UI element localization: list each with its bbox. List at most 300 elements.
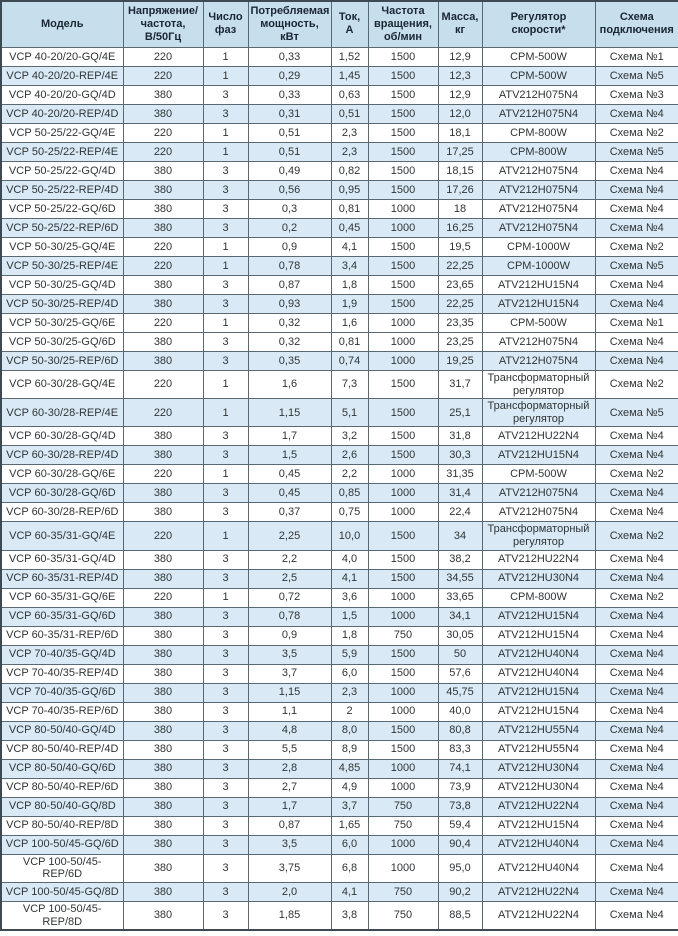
regulator-cell: ATV212HU22N4 (482, 550, 595, 569)
rpm-cell: 1000 (368, 607, 438, 626)
voltage-cell: 220 (123, 399, 203, 427)
scheme-cell: Схема №5 (595, 66, 678, 85)
regulator-cell: ATV212HU40N4 (482, 835, 595, 854)
mass-cell: 23,25 (438, 332, 482, 351)
rpm-cell: 1000 (368, 199, 438, 218)
voltage-cell: 220 (123, 123, 203, 142)
model-cell: VCP 50-30/25-REP/4D (1, 294, 123, 313)
scheme-cell: Схема №4 (595, 199, 678, 218)
regulator-cell: CPM-500W (482, 313, 595, 332)
voltage-cell: 220 (123, 237, 203, 256)
mass-cell: 31,35 (438, 465, 482, 484)
current-cell: 3,2 (331, 427, 368, 446)
current-cell: 0,63 (331, 85, 368, 104)
regulator-cell: CPM-500W (482, 66, 595, 85)
scheme-cell: Схема №4 (595, 645, 678, 664)
regulator-cell: ATV212HU22N4 (482, 427, 595, 446)
power-cell: 2,7 (248, 778, 331, 797)
scheme-cell: Схема №1 (595, 47, 678, 66)
regulator-cell: ATV212HU22N4 (482, 902, 595, 931)
voltage-cell: 220 (123, 47, 203, 66)
scheme-cell: Схема №4 (595, 218, 678, 237)
table-row (1, 427, 678, 446)
table-row (1, 218, 678, 237)
current-cell: 10,0 (331, 522, 368, 550)
phases-cell: 3 (203, 816, 248, 835)
scheme-cell: Схема №4 (595, 902, 678, 931)
mass-cell: 40,0 (438, 702, 482, 721)
phases-cell: 3 (203, 199, 248, 218)
mass-cell: 74,1 (438, 759, 482, 778)
phases-cell: 1 (203, 123, 248, 142)
rpm-cell: 1000 (368, 484, 438, 503)
rpm-cell: 1000 (368, 683, 438, 702)
header-cell-current: Ток, А (331, 1, 368, 47)
rpm-cell: 1500 (368, 294, 438, 313)
mass-cell: 30,05 (438, 626, 482, 645)
table-row (1, 332, 678, 351)
scheme-cell: Схема №5 (595, 256, 678, 275)
model-cell: VCP 60-30/28-GQ/6E (1, 465, 123, 484)
voltage-cell: 380 (123, 797, 203, 816)
model-cell: VCP 40-20/20-GQ/4E (1, 47, 123, 66)
mass-cell: 19,25 (438, 351, 482, 370)
phases-cell: 1 (203, 47, 248, 66)
power-cell: 2,8 (248, 759, 331, 778)
table-row (1, 199, 678, 218)
scheme-cell: Схема №4 (595, 816, 678, 835)
regulator-cell: ATV212HU15N4 (482, 816, 595, 835)
rpm-cell: 750 (368, 816, 438, 835)
phases-cell: 3 (203, 550, 248, 569)
mass-cell: 22,25 (438, 256, 482, 275)
table-row (1, 835, 678, 854)
model-cell: VCP 50-25/22-GQ/4E (1, 123, 123, 142)
power-cell: 3,7 (248, 664, 331, 683)
table-row (1, 902, 678, 931)
header-cell-mass: Масса, кг (438, 1, 482, 47)
regulator-cell: ATV212H075N4 (482, 199, 595, 218)
phases-cell: 3 (203, 854, 248, 882)
phases-cell: 3 (203, 218, 248, 237)
table-row (1, 351, 678, 370)
table-row (1, 47, 678, 66)
voltage-cell: 220 (123, 256, 203, 275)
current-cell: 3,6 (331, 588, 368, 607)
mass-cell: 34,55 (438, 569, 482, 588)
regulator-cell: Трансформаторный регулятор (482, 370, 595, 398)
scheme-cell: Схема №2 (595, 522, 678, 550)
mass-cell: 22,4 (438, 503, 482, 522)
scheme-cell: Схема №4 (595, 607, 678, 626)
rpm-cell: 1500 (368, 85, 438, 104)
rpm-cell: 750 (368, 902, 438, 931)
voltage-cell: 380 (123, 294, 203, 313)
phases-cell: 3 (203, 740, 248, 759)
rpm-cell: 1500 (368, 66, 438, 85)
power-cell: 0,49 (248, 161, 331, 180)
table-row (1, 569, 678, 588)
header-row (1, 1, 678, 47)
mass-cell: 31,7 (438, 370, 482, 398)
voltage-cell: 380 (123, 427, 203, 446)
mass-cell: 38,2 (438, 550, 482, 569)
power-cell: 1,7 (248, 797, 331, 816)
rpm-cell: 750 (368, 626, 438, 645)
phases-cell: 3 (203, 778, 248, 797)
phases-cell: 3 (203, 626, 248, 645)
table-row (1, 550, 678, 569)
phases-cell: 1 (203, 256, 248, 275)
model-cell: VCP 80-50/40-REP/4D (1, 740, 123, 759)
model-cell: VCP 50-25/22-GQ/4D (1, 161, 123, 180)
voltage-cell: 380 (123, 199, 203, 218)
regulator-cell: ATV212HU15N4 (482, 683, 595, 702)
mass-cell: 57,6 (438, 664, 482, 683)
voltage-cell: 380 (123, 569, 203, 588)
rpm-cell: 1500 (368, 550, 438, 569)
current-cell: 6,0 (331, 664, 368, 683)
regulator-cell: ATV212H075N4 (482, 85, 595, 104)
current-cell: 7,3 (331, 370, 368, 398)
phases-cell: 3 (203, 85, 248, 104)
rpm-cell: 1000 (368, 351, 438, 370)
current-cell: 0,81 (331, 199, 368, 218)
regulator-cell: ATV212H075N4 (482, 484, 595, 503)
rpm-cell: 750 (368, 883, 438, 902)
table-row (1, 66, 678, 85)
table-row (1, 607, 678, 626)
mass-cell: 73,9 (438, 778, 482, 797)
phases-cell: 3 (203, 332, 248, 351)
power-cell: 2,5 (248, 569, 331, 588)
phases-cell: 3 (203, 702, 248, 721)
voltage-cell: 380 (123, 683, 203, 702)
scheme-cell: Схема №4 (595, 835, 678, 854)
regulator-cell: ATV212H075N4 (482, 180, 595, 199)
voltage-cell: 380 (123, 484, 203, 503)
rpm-cell: 1500 (368, 569, 438, 588)
rpm-cell: 1000 (368, 759, 438, 778)
regulator-cell: ATV212H075N4 (482, 503, 595, 522)
rpm-cell: 1500 (368, 142, 438, 161)
power-cell: 0,72 (248, 588, 331, 607)
table-row (1, 683, 678, 702)
table-row (1, 313, 678, 332)
current-cell: 1,8 (331, 275, 368, 294)
model-cell: VCP 60-35/31-GQ/6D (1, 607, 123, 626)
current-cell: 3,4 (331, 256, 368, 275)
power-cell: 1,5 (248, 446, 331, 465)
phases-cell: 3 (203, 446, 248, 465)
power-cell: 1,15 (248, 683, 331, 702)
phases-cell: 1 (203, 370, 248, 398)
phases-cell: 3 (203, 161, 248, 180)
table-row (1, 854, 678, 882)
scheme-cell: Схема №4 (595, 446, 678, 465)
current-cell: 4,85 (331, 759, 368, 778)
header-cell-voltage: Напряжение/ частота, В/50Гц (123, 1, 203, 47)
phases-cell: 3 (203, 683, 248, 702)
power-cell: 0,3 (248, 199, 331, 218)
table-row (1, 778, 678, 797)
voltage-cell: 220 (123, 588, 203, 607)
regulator-cell: ATV212HU15N4 (482, 626, 595, 645)
rpm-cell: 1500 (368, 104, 438, 123)
phases-cell: 3 (203, 275, 248, 294)
voltage-cell: 380 (123, 180, 203, 199)
mass-cell: 17,26 (438, 180, 482, 199)
current-cell: 1,5 (331, 607, 368, 626)
phases-cell: 3 (203, 607, 248, 626)
model-cell: VCP 50-30/25-GQ/6E (1, 313, 123, 332)
scheme-cell: Схема №4 (595, 275, 678, 294)
scheme-cell: Схема №5 (595, 142, 678, 161)
model-cell: VCP 60-35/31-GQ/4D (1, 550, 123, 569)
table-row (1, 85, 678, 104)
model-cell: VCP 50-25/22-REP/6D (1, 218, 123, 237)
model-cell: VCP 50-30/25-REP/6D (1, 351, 123, 370)
phases-cell: 1 (203, 465, 248, 484)
scheme-cell: Схема №4 (595, 484, 678, 503)
power-cell: 4,8 (248, 721, 331, 740)
rpm-cell: 1500 (368, 47, 438, 66)
power-cell: 3,5 (248, 645, 331, 664)
header-cell-model: Модель (1, 1, 123, 47)
voltage-cell: 380 (123, 607, 203, 626)
regulator-cell: ATV212HU15N4 (482, 702, 595, 721)
table-row (1, 161, 678, 180)
model-cell: VCP 60-30/28-REP/4D (1, 446, 123, 465)
rpm-cell: 1500 (368, 161, 438, 180)
table-row (1, 237, 678, 256)
power-cell: 0,33 (248, 47, 331, 66)
rpm-cell: 1000 (368, 465, 438, 484)
power-cell: 0,87 (248, 275, 331, 294)
rpm-cell: 1500 (368, 123, 438, 142)
regulator-cell: ATV212HU15N4 (482, 275, 595, 294)
phases-cell: 1 (203, 142, 248, 161)
model-cell: VCP 80-50/40-GQ/8D (1, 797, 123, 816)
power-cell: 2,25 (248, 522, 331, 550)
current-cell: 1,6 (331, 313, 368, 332)
header-cell-power: Потребляемая мощность, кВт (248, 1, 331, 47)
regulator-cell: CPM-800W (482, 142, 595, 161)
voltage-cell: 380 (123, 721, 203, 740)
regulator-cell: ATV212HU55N4 (482, 721, 595, 740)
phases-cell: 3 (203, 569, 248, 588)
current-cell: 1,65 (331, 816, 368, 835)
current-cell: 5,9 (331, 645, 368, 664)
power-cell: 0,56 (248, 180, 331, 199)
power-cell: 1,15 (248, 399, 331, 427)
voltage-cell: 220 (123, 465, 203, 484)
scheme-cell: Схема №4 (595, 778, 678, 797)
phases-cell: 3 (203, 721, 248, 740)
table-row (1, 399, 678, 427)
voltage-cell: 380 (123, 332, 203, 351)
current-cell: 1,8 (331, 626, 368, 645)
phases-cell: 3 (203, 797, 248, 816)
rpm-cell: 1000 (368, 332, 438, 351)
mass-cell: 45,75 (438, 683, 482, 702)
phases-cell: 1 (203, 399, 248, 427)
phases-cell: 1 (203, 313, 248, 332)
mass-cell: 22,25 (438, 294, 482, 313)
current-cell: 0,82 (331, 161, 368, 180)
phases-cell: 1 (203, 237, 248, 256)
voltage-cell: 380 (123, 645, 203, 664)
regulator-cell: CPM-1000W (482, 237, 595, 256)
mass-cell: 59,4 (438, 816, 482, 835)
voltage-cell: 380 (123, 702, 203, 721)
current-cell: 6,8 (331, 854, 368, 882)
scheme-cell: Схема №2 (595, 465, 678, 484)
power-cell: 0,78 (248, 256, 331, 275)
rpm-cell: 1500 (368, 275, 438, 294)
current-cell: 4,1 (331, 569, 368, 588)
model-cell: VCP 60-35/31-GQ/4E (1, 522, 123, 550)
model-cell: VCP 50-30/25-GQ/4D (1, 275, 123, 294)
rpm-cell: 1500 (368, 427, 438, 446)
phases-cell: 1 (203, 522, 248, 550)
table-row (1, 664, 678, 683)
rpm-cell: 1000 (368, 588, 438, 607)
scheme-cell: Схема №4 (595, 797, 678, 816)
mass-cell: 34 (438, 522, 482, 550)
voltage-cell: 380 (123, 854, 203, 882)
table-row (1, 883, 678, 902)
power-cell: 0,31 (248, 104, 331, 123)
scheme-cell: Схема №4 (595, 351, 678, 370)
model-cell: VCP 70-40/35-GQ/4D (1, 645, 123, 664)
scheme-cell: Схема №4 (595, 332, 678, 351)
scheme-cell: Схема №4 (595, 883, 678, 902)
regulator-cell: ATV212HU22N4 (482, 797, 595, 816)
table-row (1, 797, 678, 816)
power-cell: 1,7 (248, 427, 331, 446)
scheme-cell: Схема №3 (595, 85, 678, 104)
scheme-cell: Схема №1 (595, 313, 678, 332)
power-cell: 0,37 (248, 503, 331, 522)
model-cell: VCP 70-40/35-REP/6D (1, 702, 123, 721)
scheme-cell: Схема №4 (595, 702, 678, 721)
scheme-cell: Схема №4 (595, 503, 678, 522)
scheme-cell: Схема №4 (595, 427, 678, 446)
mass-cell: 17,25 (438, 142, 482, 161)
scheme-cell: Схема №2 (595, 370, 678, 398)
current-cell: 8,9 (331, 740, 368, 759)
current-cell: 0,85 (331, 484, 368, 503)
rpm-cell: 1500 (368, 740, 438, 759)
current-cell: 4,0 (331, 550, 368, 569)
scheme-cell: Схема №4 (595, 854, 678, 882)
power-cell: 0,33 (248, 85, 331, 104)
current-cell: 1,45 (331, 66, 368, 85)
power-cell: 0,51 (248, 142, 331, 161)
model-cell: VCP 70-40/35-REP/4D (1, 664, 123, 683)
voltage-cell: 380 (123, 816, 203, 835)
scheme-cell: Схема №4 (595, 664, 678, 683)
mass-cell: 80,8 (438, 721, 482, 740)
power-cell: 0,9 (248, 626, 331, 645)
regulator-cell: Трансформаторный регулятор (482, 522, 595, 550)
table-row (1, 446, 678, 465)
phases-cell: 3 (203, 835, 248, 854)
rpm-cell: 1000 (368, 218, 438, 237)
current-cell: 2,3 (331, 683, 368, 702)
rpm-cell: 1000 (368, 854, 438, 882)
table-row (1, 503, 678, 522)
mass-cell: 18,1 (438, 123, 482, 142)
table-row (1, 142, 678, 161)
rpm-cell: 1500 (368, 446, 438, 465)
mass-cell: 12,3 (438, 66, 482, 85)
rpm-cell: 1500 (368, 721, 438, 740)
model-cell: VCP 60-35/31-REP/4D (1, 569, 123, 588)
phases-cell: 3 (203, 902, 248, 931)
model-cell: VCP 50-30/25-REP/4E (1, 256, 123, 275)
table-row (1, 626, 678, 645)
power-cell: 5,5 (248, 740, 331, 759)
table-row (1, 123, 678, 142)
rpm-cell: 1000 (368, 313, 438, 332)
regulator-cell: ATV212H075N4 (482, 104, 595, 123)
current-cell: 0,74 (331, 351, 368, 370)
mass-cell: 23,35 (438, 313, 482, 332)
power-cell: 0,32 (248, 332, 331, 351)
voltage-cell: 220 (123, 66, 203, 85)
regulator-cell: ATV212HU22N4 (482, 883, 595, 902)
scheme-cell: Схема №4 (595, 740, 678, 759)
voltage-cell: 380 (123, 550, 203, 569)
model-cell: VCP 100-50/45-REP/6D (1, 854, 123, 882)
voltage-cell: 380 (123, 446, 203, 465)
phases-cell: 3 (203, 664, 248, 683)
regulator-cell: CPM-800W (482, 123, 595, 142)
scheme-cell: Схема №2 (595, 237, 678, 256)
scheme-cell: Схема №4 (595, 104, 678, 123)
current-cell: 2,2 (331, 465, 368, 484)
phases-cell: 3 (203, 759, 248, 778)
table-header (1, 1, 678, 47)
phases-cell: 1 (203, 66, 248, 85)
regulator-cell: CPM-500W (482, 47, 595, 66)
mass-cell: 18,15 (438, 161, 482, 180)
power-cell: 0,93 (248, 294, 331, 313)
scheme-cell: Схема №4 (595, 683, 678, 702)
power-cell: 0,35 (248, 351, 331, 370)
power-cell: 2,2 (248, 550, 331, 569)
rpm-cell: 1500 (368, 645, 438, 664)
rpm-cell: 1500 (368, 370, 438, 398)
model-cell: VCP 60-30/28-GQ/6D (1, 484, 123, 503)
regulator-cell: ATV212H075N4 (482, 218, 595, 237)
scheme-cell: Схема №4 (595, 626, 678, 645)
current-cell: 4,9 (331, 778, 368, 797)
current-cell: 5,1 (331, 399, 368, 427)
regulator-cell: ATV212HU40N4 (482, 645, 595, 664)
mass-cell: 30,3 (438, 446, 482, 465)
current-cell: 2 (331, 702, 368, 721)
current-cell: 8,0 (331, 721, 368, 740)
regulator-cell: ATV212HU30N4 (482, 759, 595, 778)
model-cell: VCP 40-20/20-REP/4E (1, 66, 123, 85)
model-cell: VCP 80-50/40-REP/6D (1, 778, 123, 797)
phases-cell: 3 (203, 180, 248, 199)
current-cell: 0,75 (331, 503, 368, 522)
regulator-cell: ATV212H075N4 (482, 332, 595, 351)
